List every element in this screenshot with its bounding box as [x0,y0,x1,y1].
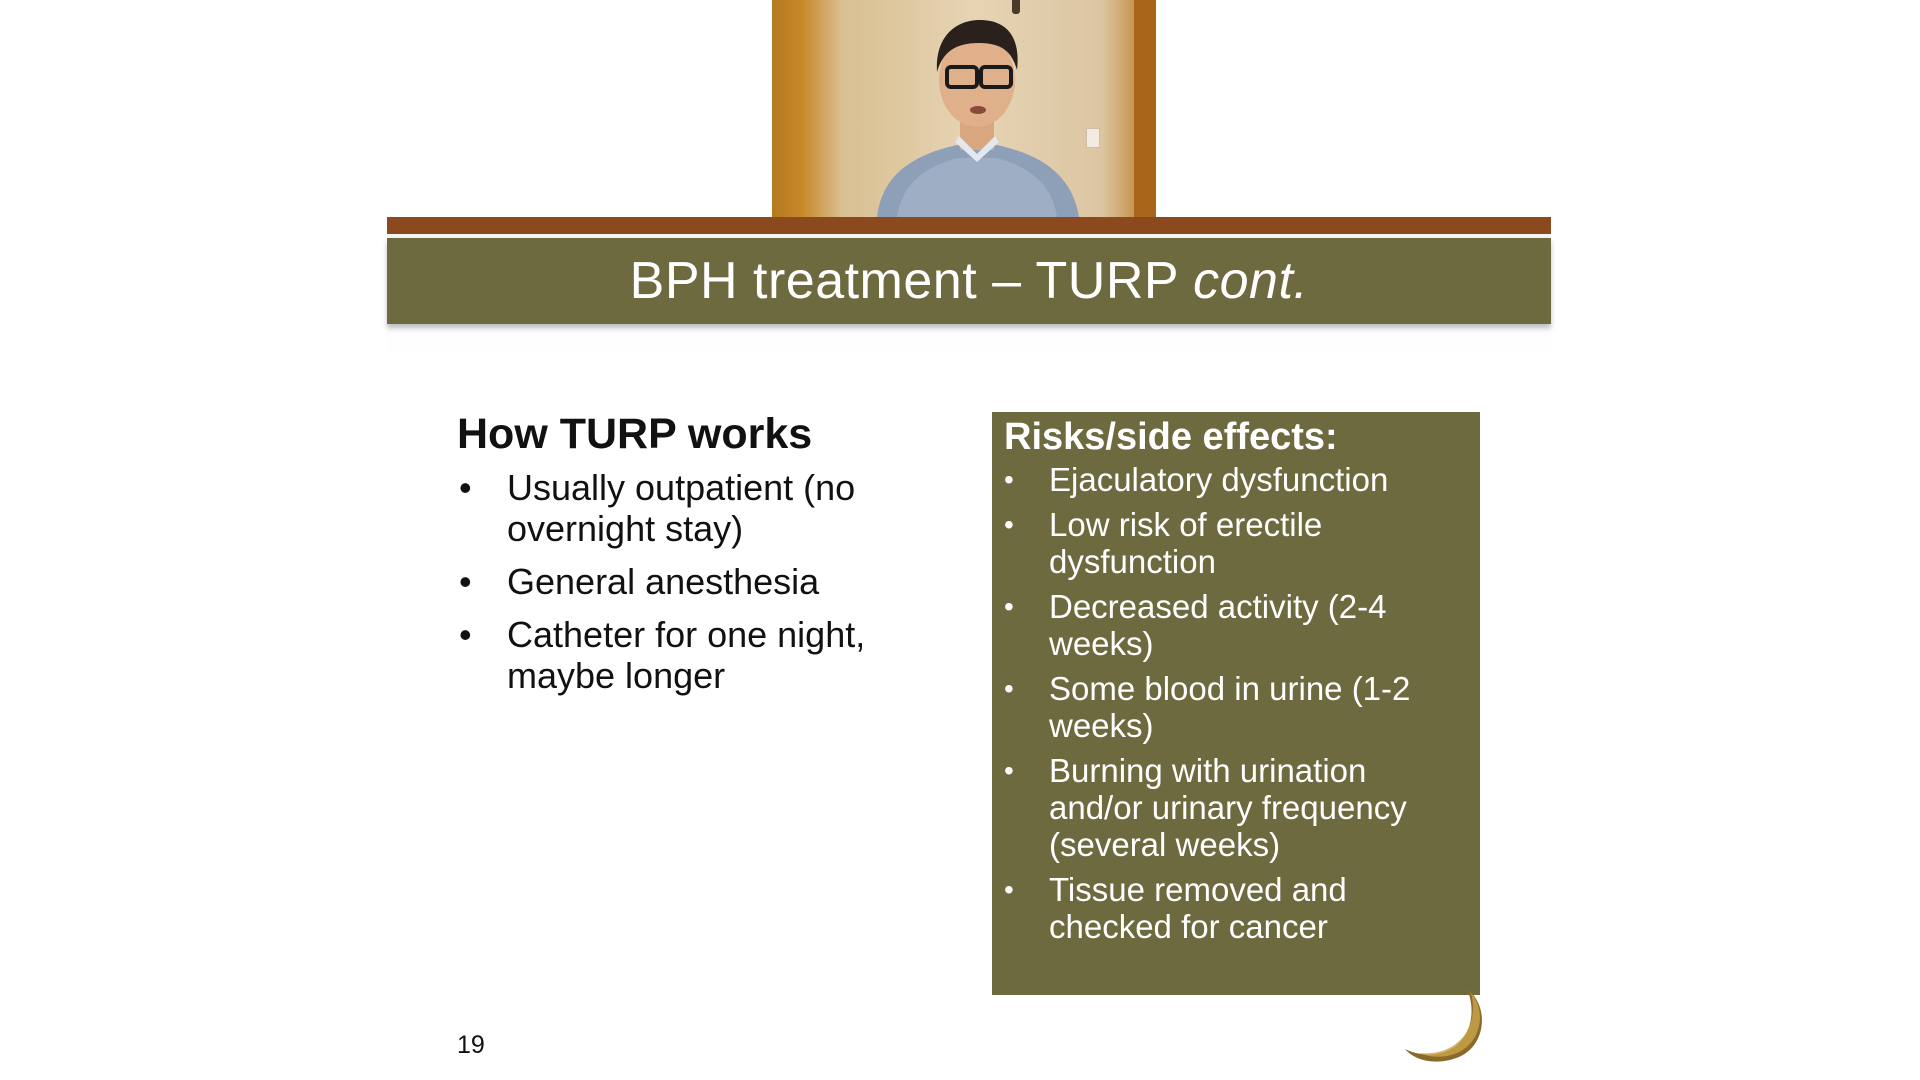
list-item [1004,752,1468,863]
slide-title-main: BPH treatment – TURP [629,252,1179,310]
list-item [1004,506,1468,580]
bullet-icon: • [1004,509,1014,540]
list-item [1004,871,1468,945]
webcam-door [1134,0,1156,217]
list-item-text: Catheter for one night, maybe longer [507,614,866,696]
list-item-text: Low risk of erectile dysfunction [1049,506,1323,580]
slide-title-italic: cont. [1193,252,1309,310]
list-item [1004,461,1468,498]
list-item-text: Usually outpatient (no overnight stay) [507,467,856,549]
list-item-text: Decreased activity (2-4 weeks) [1049,588,1387,662]
section-heading: How TURP works [457,410,813,458]
webcam-video [772,0,1156,217]
bullet-icon: • [1004,464,1014,495]
list-item [1004,670,1468,744]
presentation-slide [387,217,1551,1080]
slide-title [630,251,1309,311]
risks-list [1004,461,1468,945]
list-item-text: Ejaculatory dysfunction [1049,461,1389,498]
list-item [457,614,927,696]
bullet-icon: • [1004,591,1014,622]
presenter-figure [857,10,1097,217]
bullet-icon: • [1004,874,1014,905]
bullet-icon: • [1004,755,1014,786]
list-item-text: General anesthesia [507,561,820,602]
bullet-icon: • [459,561,472,602]
bullet-icon: • [459,467,472,508]
slide-page-number: 19 [457,1031,485,1059]
list-item [1004,588,1468,662]
risks-side-effects-box [992,412,1480,995]
crescent-logo-icon [1397,987,1487,1067]
list-item [457,467,927,549]
bullet-icon: • [459,614,472,655]
list-item-text: Some blood in urine (1-2 weeks) [1049,670,1411,744]
list-item [457,561,927,602]
risks-heading: Risks/side effects: [1004,416,1338,458]
list-item-text: Burning with urination and/or urinary frequency (several weeks) [1049,752,1407,863]
slide-title-bar [387,238,1551,324]
how-turp-works-section [457,410,927,708]
how-turp-works-list [457,467,927,696]
list-item-text: Tissue removed and checked for cancer [1049,871,1347,945]
bullet-icon: • [1004,673,1014,704]
slide-top-stripe [387,217,1551,234]
